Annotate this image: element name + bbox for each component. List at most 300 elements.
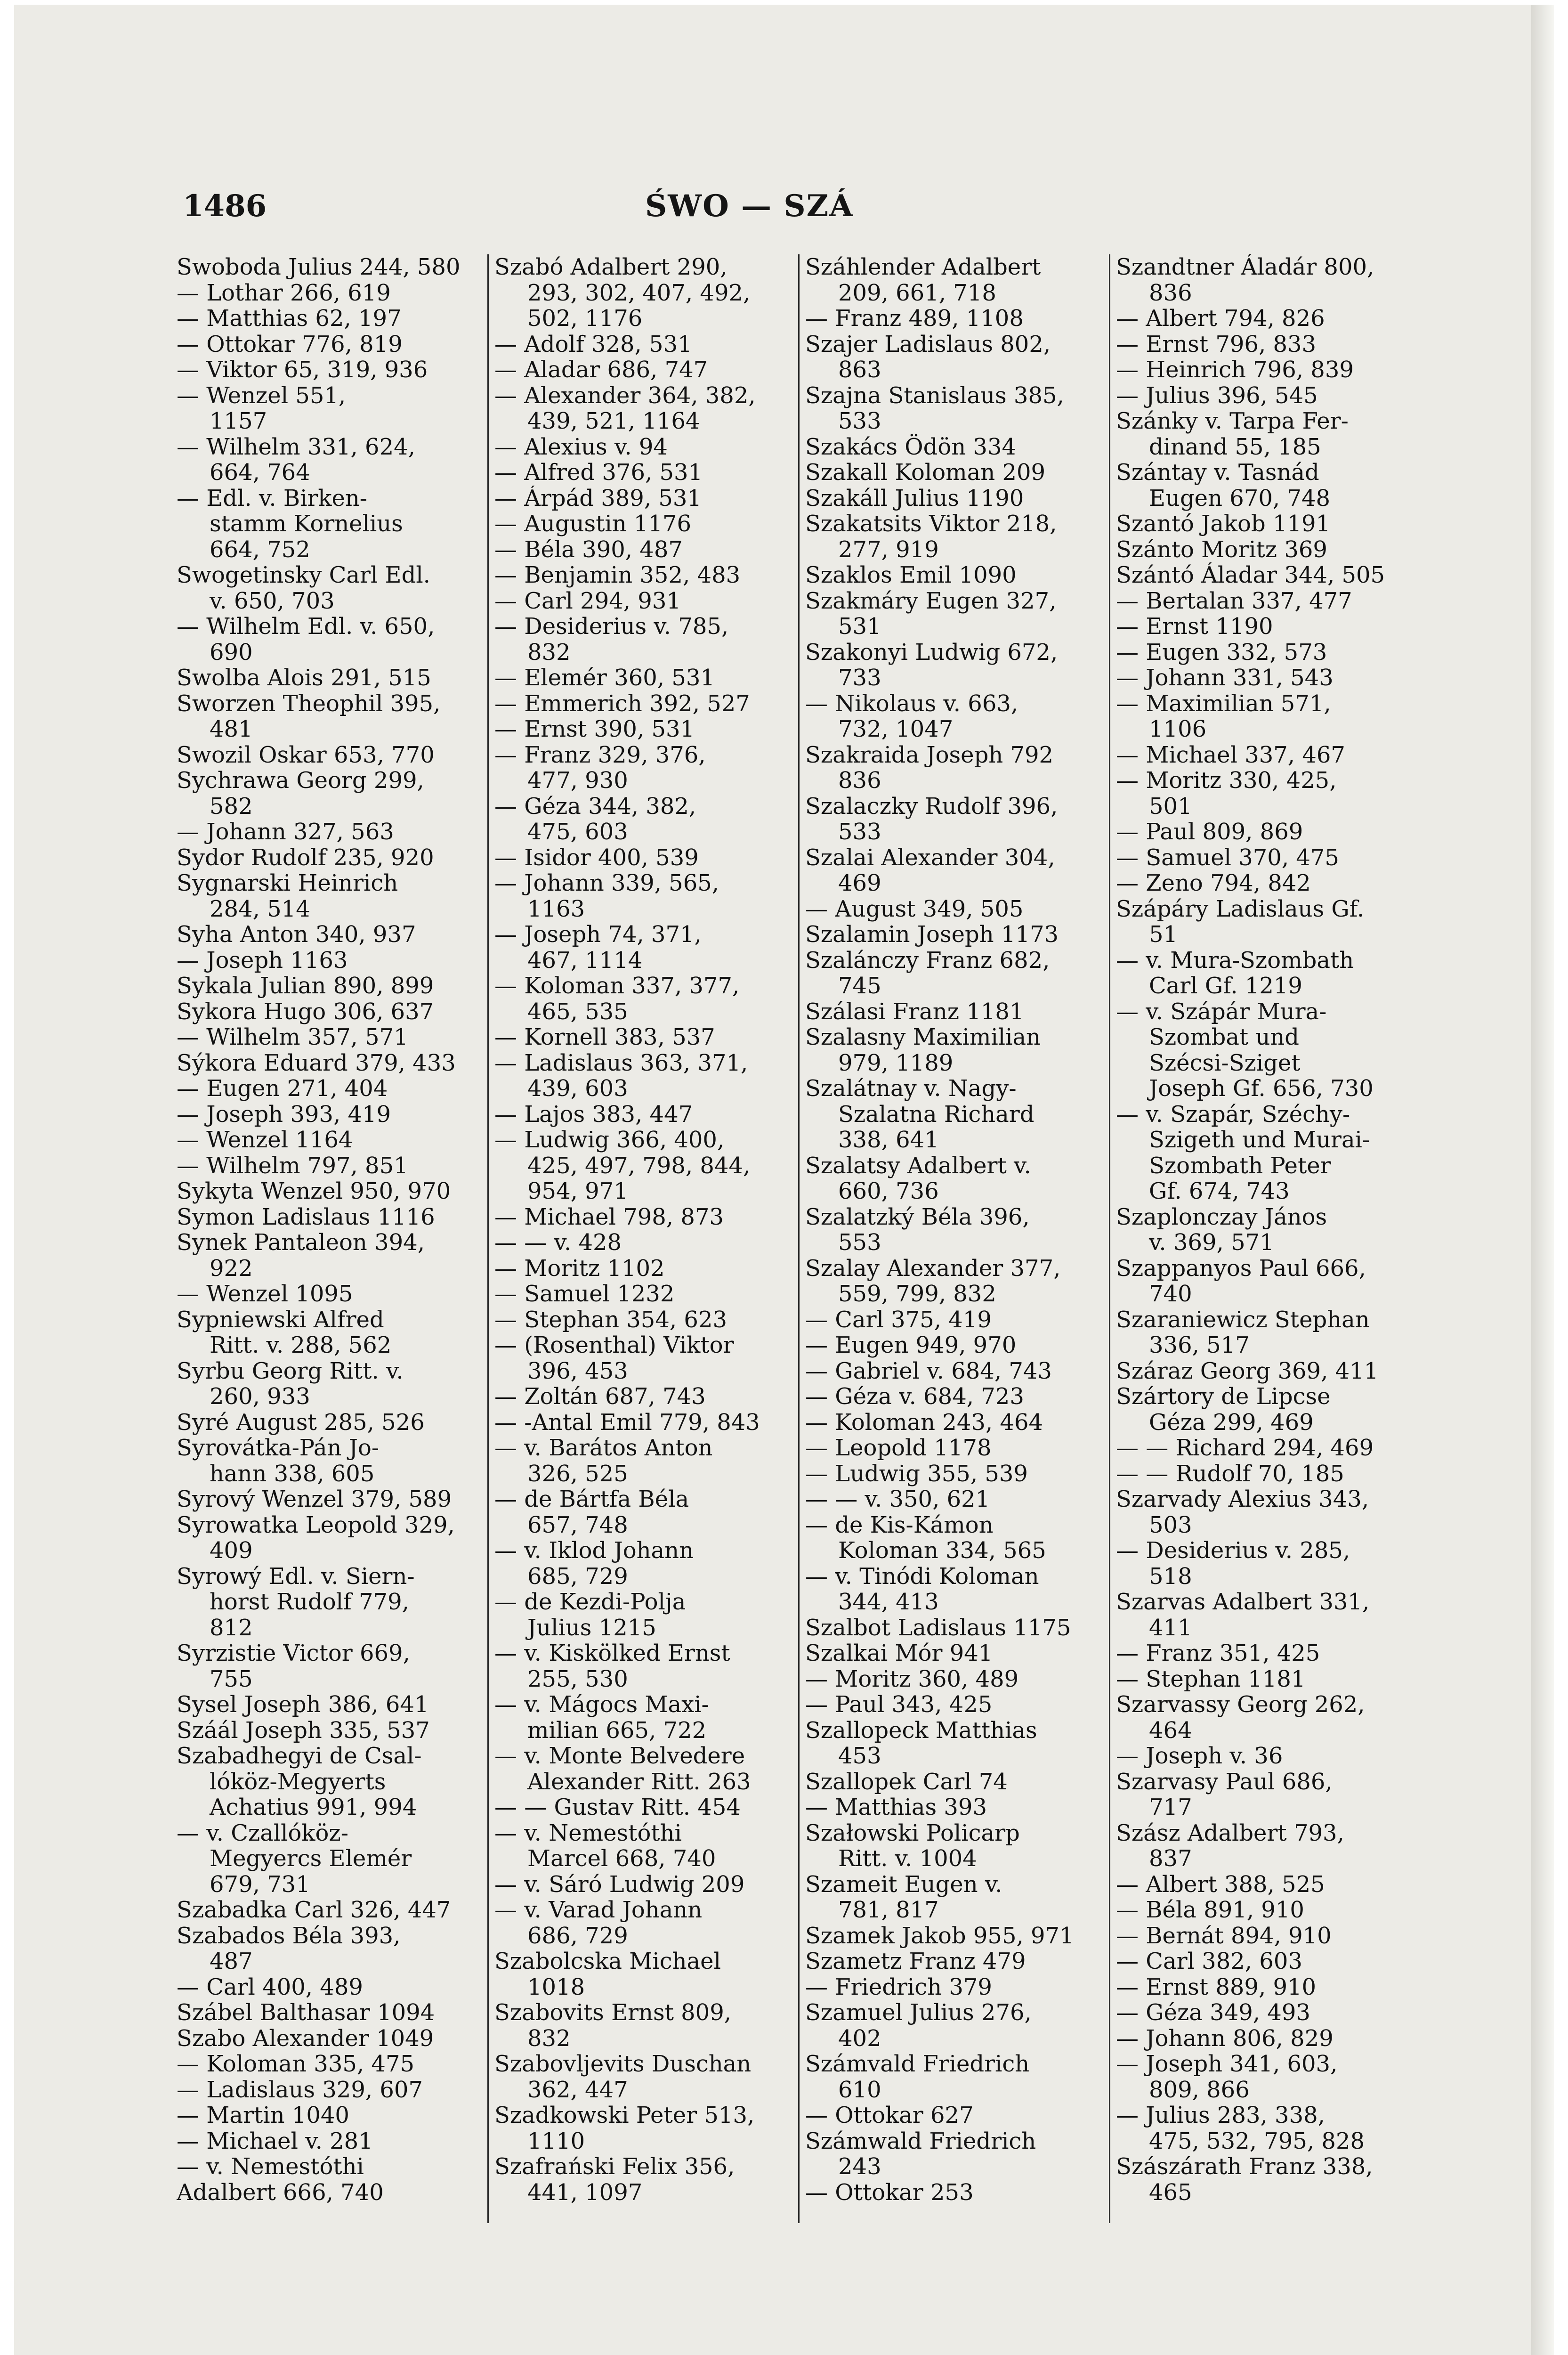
index-entry-line: Szalánczy Franz 682,	[805, 947, 1050, 973]
index-entry-line: — Michael v. 281	[177, 2128, 373, 2154]
index-entry-line: Szantó Jakob 1191	[1116, 511, 1331, 537]
index-entry-line: — Wenzel 1095	[177, 1281, 353, 1307]
index-entry-line: Szécsi-Sziget	[1149, 1050, 1301, 1076]
index-entry-line: 732, 1047	[838, 716, 954, 742]
index-entry-line: Szalátnay v. Nagy-	[805, 1076, 1017, 1102]
index-entry-line: 1157	[210, 408, 267, 434]
index-entry-line: Alexander Ritt. 263	[527, 1769, 751, 1795]
index-entry-line: — Ottokar 627	[805, 2103, 974, 2128]
index-entry-line: — Franz 351, 425	[1116, 1640, 1320, 1666]
index-entry-line: — Johann 339, 565,	[494, 870, 719, 896]
index-entry-line: Szallopek Carl 74	[805, 1769, 1008, 1795]
index-entry-line: Szabo Alexander 1049	[177, 2025, 434, 2051]
index-entry-line: — Elemér 360, 531	[494, 665, 715, 691]
index-entry-line: Szombat und	[1149, 1024, 1300, 1050]
index-entry-line: — Joseph 1163	[177, 947, 348, 973]
index-entry-line: Szarvady Alexius 343,	[1116, 1486, 1369, 1512]
index-entry-line: — Ernst 1190	[1116, 614, 1273, 640]
index-entry-line: — Samuel 370, 475	[1116, 845, 1339, 870]
index-entry-line: Szafrański Felix 356,	[494, 2154, 735, 2180]
index-entry-line: — de Bártfa Béla	[494, 1486, 689, 1512]
index-entry-line: — Wilhelm 357, 571	[177, 1024, 408, 1050]
index-entry-line: 362, 447	[527, 2077, 628, 2103]
index-entry-line: Sychrawa Georg 299,	[177, 768, 424, 794]
index-entry-line: — Joseph 341, 603,	[1116, 2051, 1338, 2077]
index-entry-line: Szabadka Carl 326, 447	[177, 1897, 451, 1923]
index-entry-line: — Ernst 390, 531	[494, 716, 695, 742]
index-entry-line: — — v. 428	[494, 1230, 622, 1256]
index-entry-line: Szászárath Franz 338,	[1116, 2154, 1373, 2180]
index-entry-line: — Benjamin 352, 483	[494, 562, 741, 588]
index-entry-line: 464	[1149, 1717, 1192, 1743]
index-entry-line: Marcel 668, 740	[527, 1846, 716, 1872]
index-entry-line: Szalaczky Rudolf 396,	[805, 793, 1058, 819]
index-entry-line: — Albert 794, 826	[1116, 306, 1325, 332]
index-entry-line: Szabovits Ernst 809,	[494, 2000, 732, 2026]
index-entry-line: 781, 817	[838, 1897, 939, 1923]
index-entry-line: — v. Nemestóthi	[494, 1820, 682, 1846]
index-entry-line: — Zeno 794, 842	[1116, 870, 1311, 896]
index-entry-line: 690	[210, 639, 253, 665]
index-entry-line: 336, 517	[1149, 1332, 1250, 1358]
index-entry-line: 326, 525	[527, 1461, 628, 1486]
index-column-3	[798, 254, 1104, 2223]
index-entry-line: Sykala Julian 890, 899	[177, 973, 434, 999]
index-entry-line: — Wilhelm Edl. v. 650,	[177, 614, 435, 640]
index-entry-line: Szigeth und Murai-	[1149, 1127, 1370, 1153]
index-entry-line: 467, 1114	[527, 947, 643, 973]
index-entry-line: — v. Szapár, Széchy-	[1116, 1101, 1350, 1127]
index-entry-line: — Desiderius v. 785,	[494, 614, 729, 640]
index-entry-line: — Ernst 796, 833	[1116, 331, 1317, 357]
index-entry-line: 836	[838, 768, 881, 794]
index-entry-line: 469	[838, 870, 881, 896]
index-entry-line: 1106	[1149, 716, 1207, 742]
index-entry-line: 582	[210, 793, 253, 819]
index-entry-line: Syrový Wenzel 379, 589	[177, 1486, 452, 1512]
index-entry-line: v. 650, 703	[210, 588, 335, 614]
index-entry-line: Szappanyos Paul 666,	[1116, 1255, 1366, 1281]
index-entry-line: — Desiderius v. 285,	[1116, 1538, 1350, 1564]
index-entry-line: — Árpád 389, 531	[494, 485, 702, 511]
index-entry-line: Symon Ladislaus 1116	[177, 1204, 435, 1230]
index-entry-line: — Alexius v. 94	[494, 434, 668, 460]
book-page	[14, 5, 1554, 2355]
index-entry-line: — Johann 327, 563	[177, 819, 394, 845]
index-entry-line: — Koloman 243, 464	[805, 1409, 1043, 1435]
index-entry-line: — v. Kiskölked Ernst	[494, 1640, 730, 1666]
index-entry-line: — Ladislaus 329, 607	[177, 2077, 423, 2103]
index-entry-line: 837	[1149, 1846, 1192, 1872]
index-entry-line: Szabados Béla 393,	[177, 1923, 401, 1949]
index-entry-line: Julius 1215	[527, 1615, 656, 1640]
index-entry-line: 685, 729	[527, 1563, 628, 1589]
index-entry-line: Syrowatka Leopold 329,	[177, 1512, 455, 1538]
index-entry-line: Carl Gf. 1219	[1149, 973, 1302, 999]
page-header	[14, 184, 1554, 231]
index-entry-line: 475, 603	[527, 819, 628, 845]
index-entry-line: 832	[527, 639, 571, 665]
index-entry-line: 740	[1149, 1281, 1192, 1307]
index-entry-line: Sykyta Wenzel 950, 970	[177, 1178, 451, 1204]
index-entry-line: Szajer Ladislaus 802,	[805, 331, 1051, 357]
index-entry-line: Eugen 670, 748	[1149, 485, 1331, 511]
index-entry-line: — v. Nemestóthi	[177, 2154, 364, 2180]
index-entry-line: Szártory de Lipcse	[1116, 1384, 1331, 1410]
index-entry-line: Számwald Friedrich	[805, 2128, 1036, 2154]
index-entry-line: — Matthias 62, 197	[177, 306, 402, 332]
index-entry-line: Szalay Alexander 377,	[805, 1255, 1061, 1281]
index-entry-line: Szarvasy Paul 686,	[1116, 1769, 1333, 1795]
index-entry-line: 610	[838, 2077, 881, 2103]
index-entry-line: v. 369, 571	[1149, 1230, 1274, 1256]
index-entry-line: — Martin 1040	[177, 2103, 349, 2128]
index-entry-line: Syrzistie Victor 669,	[177, 1640, 410, 1666]
index-entry-line: 531	[838, 614, 881, 640]
index-entry-line: — Ladislaus 363, 371,	[494, 1050, 748, 1076]
index-entry-line: — -Antal Emil 779, 843	[494, 1409, 760, 1435]
index-entry-line: — Moritz 1102	[494, 1255, 665, 1281]
index-entry-line: Szalamin Joseph 1173	[805, 922, 1059, 948]
index-entry-line: — Lothar 266, 619	[177, 280, 391, 306]
index-entry-line: Szametz Franz 479	[805, 1949, 1026, 1974]
index-entry-line: — Lajos 383, 447	[494, 1101, 693, 1127]
index-entry-line: horst Rudolf 779,	[210, 1589, 409, 1615]
index-entry-line: — Franz 489, 1108	[805, 306, 1024, 332]
index-entry-line: — Michael 337, 467	[1116, 742, 1345, 768]
index-entry-line: — Joseph 74, 371,	[494, 922, 702, 948]
index-entry-line: — Carl 400, 489	[177, 1974, 363, 2000]
index-entry-line: Gf. 674, 743	[1149, 1178, 1290, 1204]
index-entry-line: — Bernát 894, 910	[1116, 1923, 1332, 1949]
index-entry-line: Swolba Alois 291, 515	[177, 665, 431, 691]
index-entry-line: Szakonyi Ludwig 672,	[805, 639, 1058, 665]
index-entry-line: 533	[838, 408, 881, 434]
index-entry-line: Szánky v. Tarpa Fer-	[1116, 408, 1349, 434]
index-entry-line: 338, 641	[838, 1127, 939, 1153]
index-entry-line: 922	[210, 1255, 253, 1281]
index-entry-line: — — v. 350, 621	[805, 1486, 990, 1512]
index-entry-line: 533	[838, 819, 881, 845]
index-entry-line: 465, 535	[527, 999, 628, 1024]
index-entry-line: 836	[1149, 280, 1192, 306]
index-entry-line: 439, 521, 1164	[527, 408, 700, 434]
index-entry-line: Szalbot Ladislaus 1175	[805, 1615, 1071, 1640]
index-entry-line: 832	[527, 2025, 571, 2051]
index-entry-line: — Alfred 376, 531	[494, 460, 703, 486]
index-entry-line: — Koloman 335, 475	[177, 2051, 415, 2077]
index-entry-line: Szarvassy Georg 262,	[1116, 1692, 1365, 1718]
index-entry-line: 755	[210, 1666, 253, 1692]
index-entry-line: — Johann 331, 543	[1116, 665, 1334, 691]
index-entry-line: — Albert 388, 525	[1116, 1871, 1325, 1897]
page-edge-shadow	[1531, 5, 1554, 2355]
index-entry-line: — Géza 349, 493	[1116, 2000, 1310, 2026]
index-entry-line: Szallopeck Matthias	[805, 1717, 1037, 1743]
index-entry-line: Koloman 334, 565	[838, 1538, 1046, 1564]
index-entry-line: — Béla 891, 910	[1116, 1897, 1304, 1923]
index-entry-line: — Joseph v. 36	[1116, 1743, 1283, 1769]
index-entry-line: — v. Mura-Szombath	[1116, 947, 1354, 973]
index-entry-line: Syrbu Georg Ritt. v.	[177, 1358, 404, 1384]
index-entry-line: — Géza 344, 382,	[494, 793, 696, 819]
index-entry-line: — Stephan 1181	[1116, 1666, 1306, 1692]
index-entry-line: — Wenzel 551,	[177, 382, 346, 408]
index-entry-line: — Stephan 354, 623	[494, 1307, 727, 1332]
index-column-2	[487, 254, 793, 2223]
index-entry-line: — Alexander 364, 382,	[494, 382, 756, 408]
index-entry-line: Achatius 991, 994	[210, 1795, 417, 1820]
index-entry-line: Szabolcska Michael	[494, 1949, 721, 1974]
index-entry-line: — Gabriel v. 684, 743	[805, 1358, 1052, 1384]
index-entry-line: — August 349, 505	[805, 896, 1024, 922]
index-entry-line: — Julius 283, 338,	[1116, 2103, 1325, 2128]
index-entry-line: — Moritz 330, 425,	[1116, 768, 1337, 794]
index-entry-line: Szaklos Emil 1090	[805, 562, 1017, 588]
index-entry-line: Szász Adalbert 793,	[1116, 1820, 1344, 1846]
index-entry-line: 441, 1097	[527, 2179, 643, 2205]
index-entry-line: — Maximilian 571,	[1116, 690, 1331, 716]
index-entry-line: 1163	[527, 896, 585, 922]
index-entry-line: Szaplonczay János	[1116, 1204, 1327, 1230]
index-entry-line: 553	[838, 1230, 881, 1256]
index-entry-line: Swoboda Julius 244, 580	[177, 254, 461, 280]
index-entry-line: Szałowski Policarp	[805, 1820, 1020, 1846]
index-entry-line: — Carl 382, 603	[1116, 1949, 1302, 1974]
index-entry-line: — Bertalan 337, 477	[1116, 588, 1352, 614]
index-entry-line: — v. Sáró Ludwig 209	[494, 1871, 745, 1897]
index-entry-line: 686, 729	[527, 1923, 628, 1949]
index-entry-line: — Carl 294, 931	[494, 588, 681, 614]
index-entry-line: Szabadhegyi de Csal-	[177, 1743, 422, 1769]
index-entry-line: — Adolf 328, 531	[494, 331, 692, 357]
index-entry-line: 439, 603	[527, 1076, 628, 1102]
index-entry-line: 503	[1149, 1512, 1192, 1538]
index-entry-line: — Eugen 332, 573	[1116, 639, 1327, 665]
index-entry-line: Szalatzký Béla 396,	[805, 1204, 1030, 1230]
index-entry-line: 863	[838, 357, 881, 383]
index-entry-line: — Michael 798, 873	[494, 1204, 724, 1230]
index-entry-line: 293, 302, 407, 492,	[527, 280, 751, 306]
index-entry-line: 664, 764	[210, 460, 310, 486]
index-entry-line: — Paul 343, 425	[805, 1692, 993, 1718]
index-entry-line: — Wenzel 1164	[177, 1127, 353, 1153]
index-entry-line: Szajna Stanislaus 385,	[805, 382, 1064, 408]
index-entry-line: — v. Czallóköz-	[177, 1820, 348, 1846]
index-entry-line: 733	[838, 665, 881, 691]
index-entry-line: — Johann 806, 829	[1116, 2025, 1334, 2051]
index-entry-line: Száraz Georg 369, 411	[1116, 1358, 1379, 1384]
index-entry-line: Syrowý Edl. v. Siern-	[177, 1563, 415, 1589]
index-entry-line: — Augustin 1176	[494, 511, 692, 537]
running-head: ŚWO — SZÁ	[645, 188, 854, 224]
index-entry-line: — de Kezdi-Polja	[494, 1589, 686, 1615]
index-entry-line: — Kornell 383, 537	[494, 1024, 715, 1050]
index-entry-line: Sworzen Theophil 395,	[177, 690, 441, 716]
index-entry-line: Joseph Gf. 656, 730	[1149, 1076, 1374, 1102]
index-entry-line: Syha Anton 340, 937	[177, 922, 416, 948]
index-entry-line: — — Rudolf 70, 185	[1116, 1461, 1344, 1486]
index-entry-line: Géza 299, 469	[1149, 1409, 1314, 1435]
index-entry-line: — Ludwig 355, 539	[805, 1461, 1028, 1486]
index-entry-line: — (Rosenthal) Viktor	[494, 1332, 734, 1358]
index-entry-line: Ritt. v. 288, 562	[210, 1332, 392, 1358]
index-entry-line: — v. Mágocs Maxi-	[494, 1692, 709, 1718]
index-entry-line: Számvald Friedrich	[805, 2051, 1030, 2077]
index-entry-line: — v. Barátos Anton	[494, 1435, 713, 1461]
index-entry-line: Swogetinsky Carl Edl.	[177, 562, 430, 588]
index-entry-line: 481	[210, 716, 253, 742]
index-entry-line: — v. Monte Belvedere	[494, 1743, 745, 1769]
index-entry-line: 277, 919	[838, 536, 939, 562]
index-entry-line: Szandtner Áladár 800,	[1116, 254, 1374, 280]
index-entry-line: Szakmáry Eugen 327,	[805, 588, 1057, 614]
index-entry-line: — Eugen 271, 404	[177, 1076, 388, 1102]
index-entry-line: Szakraida Joseph 792	[805, 742, 1054, 768]
index-entry-line: 559, 799, 832	[838, 1281, 996, 1307]
index-entry-line: 477, 930	[527, 768, 628, 794]
index-entry-line: — Moritz 360, 489	[805, 1666, 1019, 1692]
index-entry-line: — Wilhelm 797, 851	[177, 1153, 408, 1178]
index-entry-line: — Franz 329, 376,	[494, 742, 706, 768]
index-entry-line: Szamek Jakob 955, 971	[805, 1923, 1074, 1949]
index-entry-line: — Edl. v. Birken-	[177, 485, 368, 511]
index-entry-line: 344, 413	[838, 1589, 939, 1615]
index-entry-line: Syrovátka-Pán Jo-	[177, 1435, 380, 1461]
index-entry-line: — Nikolaus v. 663,	[805, 690, 1018, 716]
index-column-4	[1109, 254, 1415, 2223]
index-entry-line: Szalai Alexander 304,	[805, 845, 1055, 870]
index-entry-line: Szalkai Mór 941	[805, 1640, 993, 1666]
index-entry-line: 812	[210, 1615, 253, 1640]
index-entry-line: Ritt. v. 1004	[838, 1846, 977, 1872]
index-entry-line: 51	[1149, 922, 1178, 948]
index-entry-line: — Emmerich 392, 527	[494, 690, 750, 716]
index-entry-line: Szabó Adalbert 290,	[494, 254, 727, 280]
index-entry-line: Sýkora Eduard 379, 433	[177, 1050, 456, 1076]
index-entry-line: 1018	[527, 1974, 585, 2000]
index-entry-line: Szántay v. Tasnád	[1116, 460, 1319, 486]
index-entry-line: Szombath Peter	[1149, 1153, 1331, 1178]
index-entry-line: Szánto Moritz 369	[1116, 536, 1327, 562]
index-entry-line: Szabovljevits Duschan	[494, 2051, 752, 2077]
index-entry-line: — v. Szápár Mura-	[1116, 999, 1327, 1024]
index-entry-line: — Wilhelm 331, 624,	[177, 434, 415, 460]
index-entry-line: — Ottokar 253	[805, 2179, 974, 2205]
index-entry-line: — Ernst 889, 910	[1116, 1974, 1317, 2000]
index-entry-line: Szálasi Franz 1181	[805, 999, 1024, 1024]
index-entry-line: 679, 731	[210, 1871, 310, 1897]
index-entry-line: — Heinrich 796, 839	[1116, 357, 1354, 383]
index-entry-line: 518	[1149, 1563, 1192, 1589]
index-entry-line: Szalatsy Adalbert v.	[805, 1153, 1031, 1178]
index-entry-line: — Leopold 1178	[805, 1435, 992, 1461]
index-entry-line: 453	[838, 1743, 881, 1769]
index-entry-line: — Ludwig 366, 400,	[494, 1127, 725, 1153]
index-entry-line: Sygnarski Heinrich	[177, 870, 398, 896]
index-entry-line: Szakáll Julius 1190	[805, 485, 1024, 511]
index-entry-line: Szamuel Julius 276,	[805, 2000, 1032, 2026]
index-entry-line: 411	[1149, 1615, 1192, 1640]
index-entry-line: Adalbert 666, 740	[177, 2179, 384, 2205]
index-entry-line: 664, 752	[210, 536, 310, 562]
index-entry-line: Szarvas Adalbert 331,	[1116, 1589, 1370, 1615]
index-entry-line: — — Richard 294, 469	[1116, 1435, 1374, 1461]
index-entry-line: — Aladar 686, 747	[494, 357, 708, 383]
index-entry-line: 1110	[527, 2128, 585, 2154]
index-entry-line: Sysel Joseph 386, 641	[177, 1692, 429, 1718]
index-entry-line: — Béla 390, 487	[494, 536, 683, 562]
index-entry-line: Szántó Áladar 344, 505	[1116, 562, 1385, 588]
index-entry-line: 657, 748	[527, 1512, 628, 1538]
index-entry-line: Szameit Eugen v.	[805, 1871, 1002, 1897]
index-entry-line: Szápáry Ladislaus Gf.	[1116, 896, 1365, 922]
index-entry-line: 243	[838, 2154, 881, 2180]
index-entry-line: — — Gustav Ritt. 454	[494, 1795, 741, 1820]
index-column-1	[177, 254, 476, 2223]
index-entry-line: stamm Kornelius	[210, 511, 403, 537]
index-entry-line: — v. Tinódi Koloman	[805, 1563, 1039, 1589]
index-entry-line: Szakács Ödön 334	[805, 434, 1017, 460]
index-entry-line: — Julius 396, 545	[1116, 382, 1318, 408]
index-entry-line: — Ottokar 776, 819	[177, 331, 403, 357]
index-entry-line: Szaraniewicz Stephan	[1116, 1307, 1370, 1332]
index-entry-line: 255, 530	[527, 1666, 628, 1692]
index-entry-line: 809, 866	[1149, 2077, 1250, 2103]
index-entry-line: 260, 933	[210, 1384, 310, 1410]
index-entry-line: — Géza v. 684, 723	[805, 1384, 1024, 1410]
index-entry-line: — Eugen 949, 970	[805, 1332, 1017, 1358]
index-entry-line: — de Kis-Kámon	[805, 1512, 994, 1538]
index-entry-line: Szakall Koloman 209	[805, 460, 1046, 486]
index-entry-line: lóköz-Megyerts	[210, 1769, 386, 1795]
index-entry-line: 425, 497, 798, 844,	[527, 1153, 751, 1178]
index-entry-line: 979, 1189	[838, 1050, 954, 1076]
index-entry-line: 717	[1149, 1795, 1192, 1820]
index-entry-line: — v. Varad Johann	[494, 1897, 703, 1923]
index-entry-line: Sykora Hugo 306, 637	[177, 999, 434, 1024]
index-entry-line: milian 665, 722	[527, 1717, 707, 1743]
index-entry-line: — Isidor 400, 539	[494, 845, 699, 870]
index-entry-line: 475, 532, 795, 828	[1149, 2128, 1365, 2154]
index-entry-line: 465	[1149, 2179, 1192, 2205]
index-entry-line: Szalatna Richard	[838, 1101, 1035, 1127]
index-entry-line: Szadkowski Peter 513,	[494, 2103, 755, 2128]
index-entry-line: Megyercs Elemér	[210, 1846, 412, 1872]
index-entry-line: Szábel Balthasar 1094	[177, 2000, 435, 2026]
index-entry-line: Szakatsits Viktor 218,	[805, 511, 1057, 537]
index-entry-line: — Friedrich 379	[805, 1974, 992, 2000]
index-entry-line: 409	[210, 1538, 253, 1564]
page-number: 1486	[183, 188, 267, 224]
index-entry-line: 501	[1149, 793, 1192, 819]
index-entry-line: Száhlender Adalbert	[805, 254, 1041, 280]
index-entry-line: 284, 514	[210, 896, 310, 922]
index-entry-line: 402	[838, 2025, 881, 2051]
index-entry-line: 502, 1176	[527, 306, 643, 332]
index-entry-line: 396, 453	[527, 1358, 628, 1384]
index-entry-line: — Joseph 393, 419	[177, 1101, 391, 1127]
index-entry-line: — Viktor 65, 319, 936	[177, 357, 428, 383]
index-entry-line: Swozil Oskar 653, 770	[177, 742, 435, 768]
index-entry-line: — Koloman 337, 377,	[494, 973, 740, 999]
index-entry-line: — Matthias 393	[805, 1795, 987, 1820]
index-entry-line: — Zoltán 687, 743	[494, 1384, 706, 1410]
index-entry-line: Synek Pantaleon 394,	[177, 1230, 425, 1256]
index-entry-line: Száál Joseph 335, 537	[177, 1717, 430, 1743]
index-entry-line: Sypniewski Alfred	[177, 1307, 384, 1332]
index-entry-line: 954, 971	[527, 1178, 628, 1204]
